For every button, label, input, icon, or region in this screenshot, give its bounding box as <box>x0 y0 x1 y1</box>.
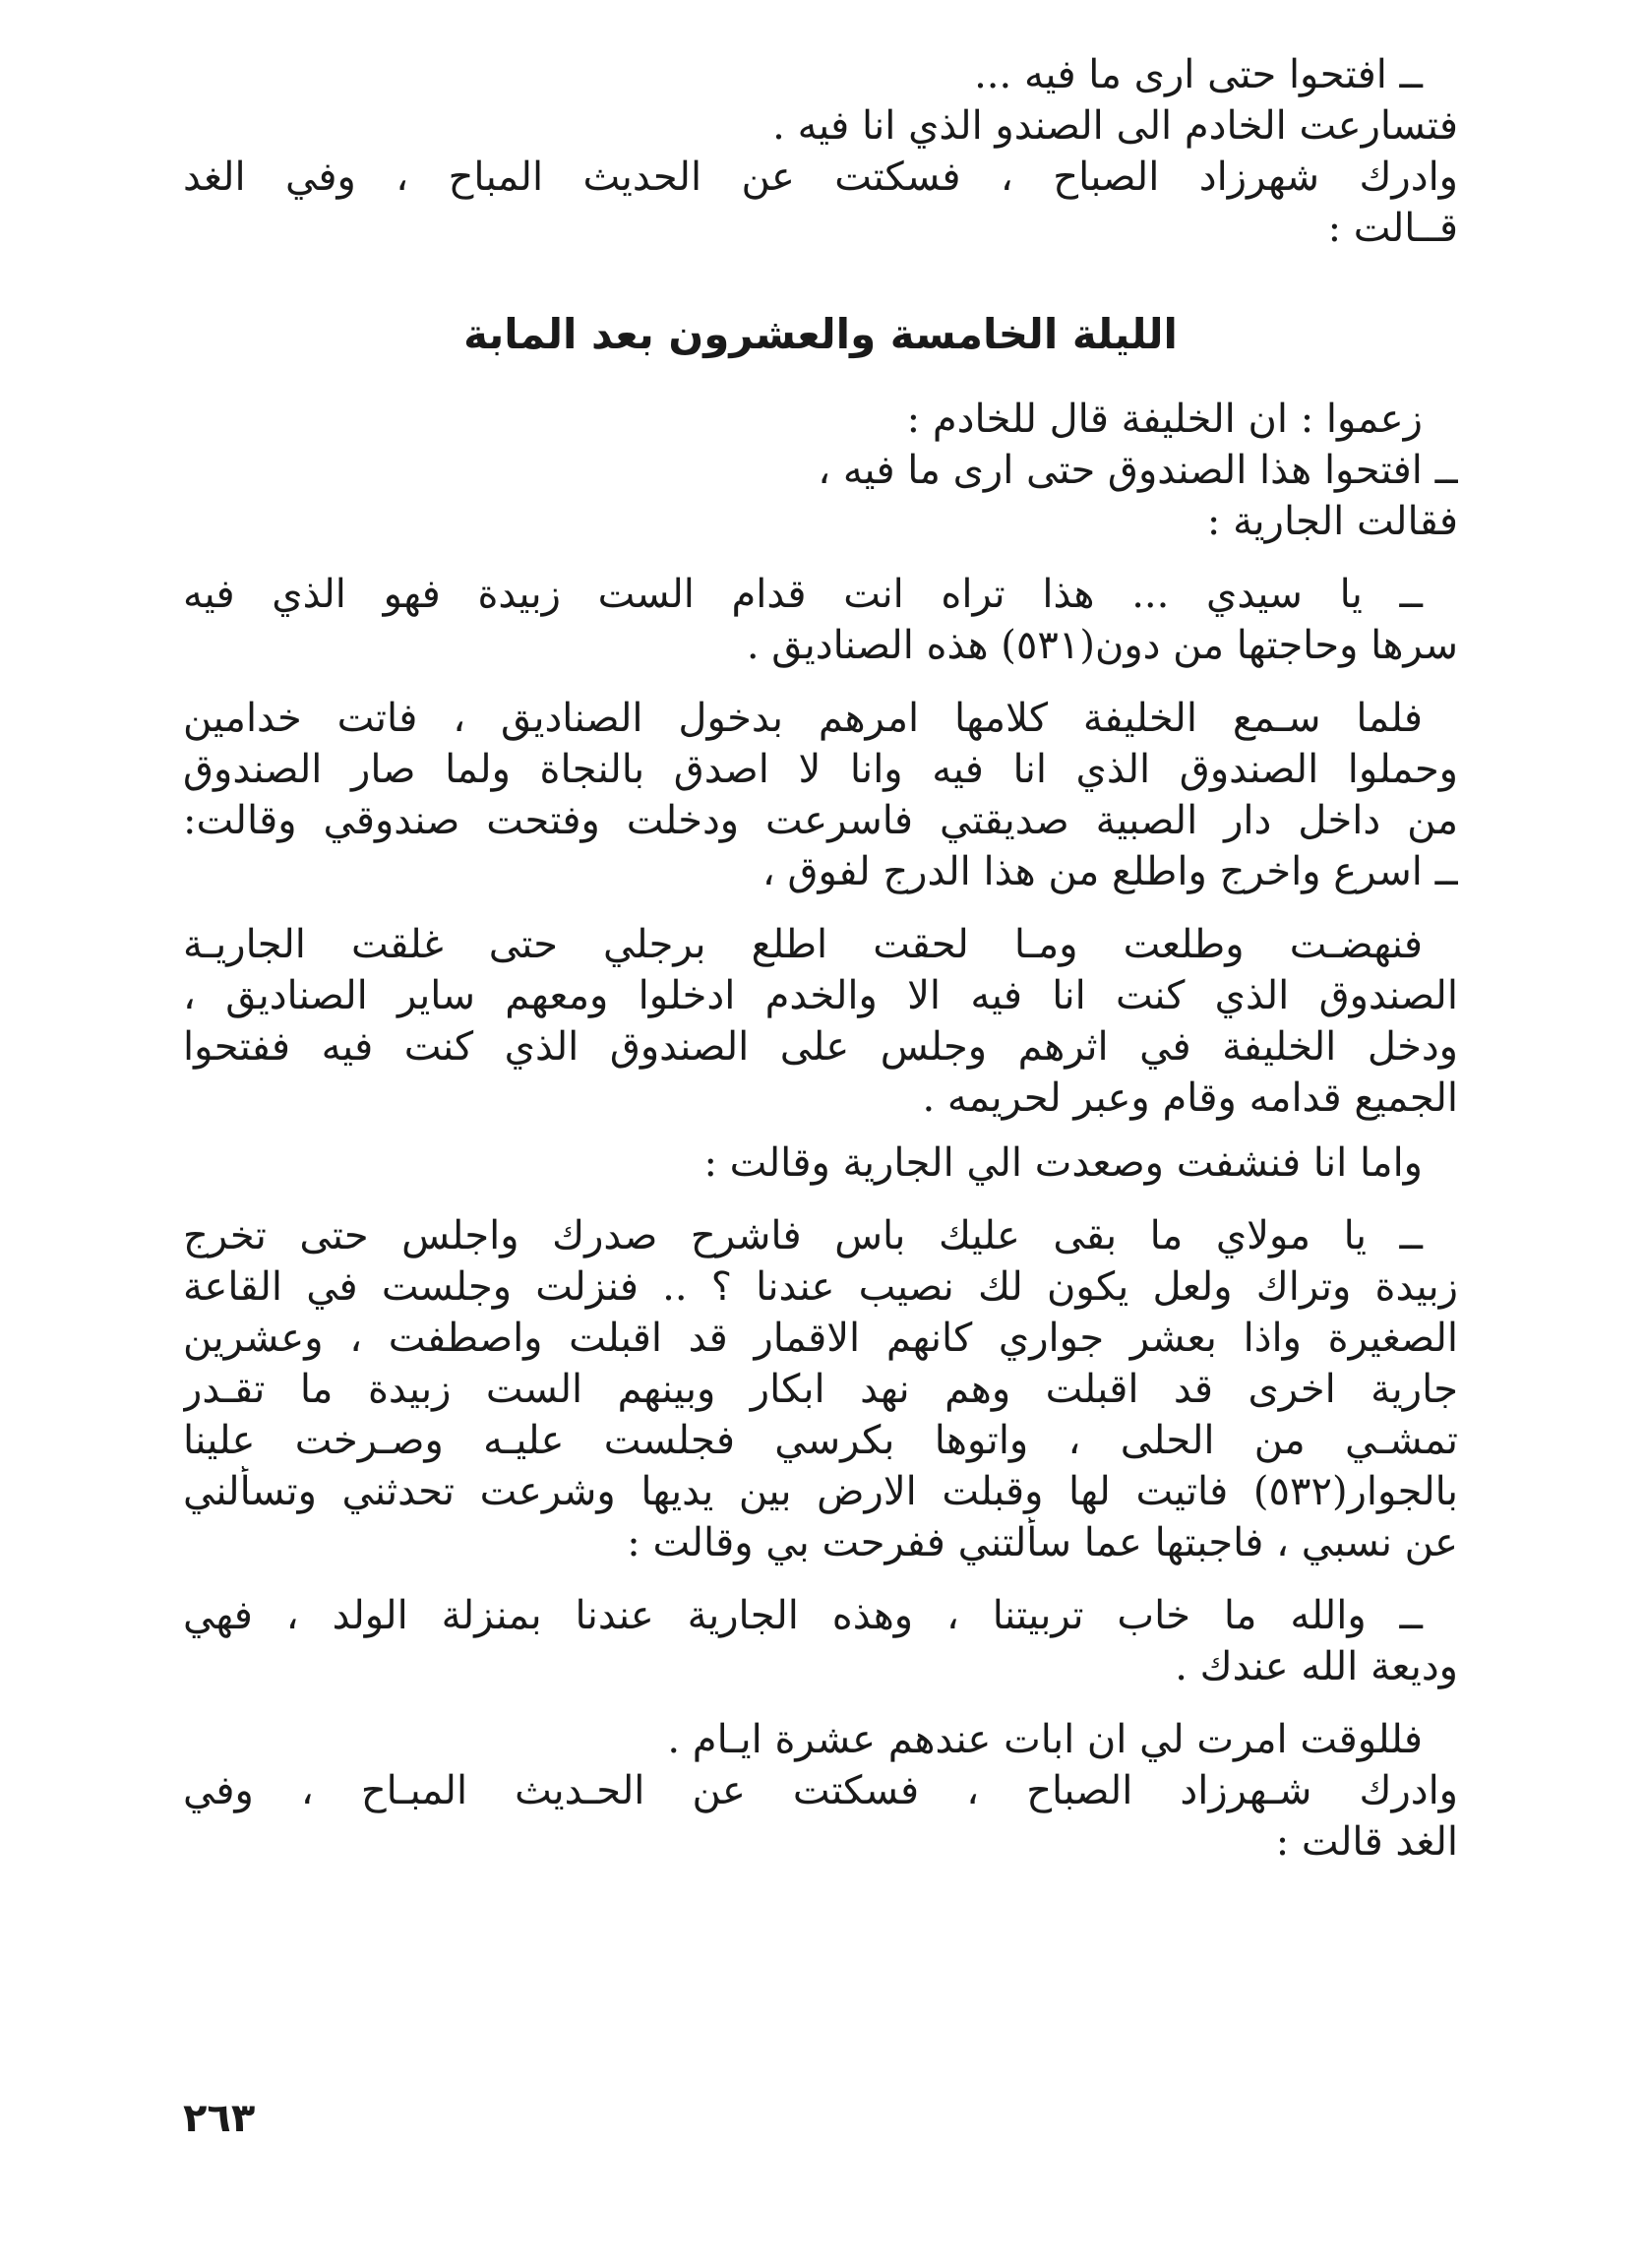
text-line: الصندوق الذي كنت انا فيه الا والخدم ادخلوا ومعهم ساير الصناديق ، <box>183 973 1458 1018</box>
text-line: من داخل دار الصبية صديقتي فاسرعت ودخلت وفتحت صندوقي وقالت: <box>183 798 1458 843</box>
paragraph <box>183 1714 1458 1868</box>
text-line: ــ افتحوا هذا الصندوق حتى ارى ما فيه ، <box>818 448 1458 493</box>
text-line: وادرك شهرزاد الصباح ، فسكتت عن الحديث المباح ، وفي الغد <box>183 154 1458 200</box>
text-line: ــ يا مولاي ما بقى عليك باس فاشرح صدرك واجلس حتى تخرج <box>183 1213 1423 1258</box>
page-number: ٢٦٣ <box>183 2096 256 2141</box>
paragraph <box>183 693 1458 897</box>
text-line: فللوقت امرت لي ان ابات عندهم عشرة ايـام . <box>667 1717 1423 1762</box>
paragraph <box>183 1590 1458 1692</box>
paragraph <box>183 1137 1458 1189</box>
text-line: ــ والله ما خاب تربيتنا ، وهذه الجارية عندنا بمنزلة الولد ، فهي <box>183 1593 1423 1638</box>
text-line: فتسارعت الخادم الى الصندو الذي انا فيه . <box>772 103 1458 149</box>
text-line: زعموا : ان الخليفة قال للخادم : <box>906 397 1423 442</box>
text-line: فقالت الجارية : <box>1206 499 1458 544</box>
text-line: سرها وحاجتها من دون(٥٣١) هذه الصناديق . <box>746 623 1458 668</box>
text-line: الغد قالت : <box>1275 1819 1458 1865</box>
top-section <box>183 49 1458 254</box>
text-line: وديعة الله عندك . <box>1175 1644 1458 1689</box>
text-line: ــ افتحوا حتى ارى ما فيه ... <box>974 52 1423 97</box>
text-line: ودخل الخليفة في اثرهم وجلس على الصندوق الذي كنت فيه ففتحوا <box>183 1024 1458 1070</box>
page-body <box>183 49 1458 1868</box>
text-line: وادرك شـهرزاد الصباح ، فسكتت عن الحـديث المبـاح ، وفي <box>183 1768 1458 1813</box>
text-line: الصغيرة واذا بعشر جواري كانهم الاقمار قد اقبلت واصطفت ، وعشرين <box>183 1316 1458 1361</box>
paragraph <box>183 569 1458 671</box>
text-line: ــ اسرع واخرج واطلع من هذا الدرج لفوق ، <box>762 849 1458 894</box>
text-line: بالجوار(٥٣٢) فاتيت لها وقبلت الارض بين يديها وشرعت تحدثني وتسألني <box>183 1469 1458 1514</box>
text-line: عن نسبي ، فاجبتها عما سألتني ففرحت بي وقالت : <box>627 1520 1458 1565</box>
text-line: فلما سـمع الخليفة كلامها امرهم بدخول الصناديق ، فاتت خدامين <box>183 696 1423 741</box>
text-line: فنهضـت وطلعت ومـا لحقت اطلع برجلي حتى غلقت الجاريـة <box>183 922 1423 967</box>
text-line: واما انا فنشفت وصعدت الي الجارية وقالت : <box>703 1140 1423 1186</box>
chapter-heading: الليلة الخامسة والعشرون بعد المابة <box>463 310 1178 358</box>
text-line: ــ يا سيدي ... هذا تراه انت قدام الست زبيدة فهو الذي فيه <box>183 572 1423 617</box>
text-line: قــالت : <box>1327 206 1458 251</box>
paragraph <box>183 394 1458 547</box>
paragraph <box>183 919 1458 1124</box>
text-line: الجميع قدامه وقام وعبر لحريمه . <box>922 1075 1458 1121</box>
text-line: جارية اخرى قد اقبلت وهم نهد ابكار وبينهم الست زبيدة ما تقـدر <box>183 1367 1458 1412</box>
text-line: زبيدة وتراك ولعل يكون لك نصيب عندنا ؟ .. فنزلت وجلست في القاعة <box>183 1264 1458 1310</box>
text-line: وحملوا الصندوق الذي انا فيه وانا لا اصدق بالنجاة ولما صار الصندوق <box>183 747 1458 792</box>
paragraph <box>183 1210 1458 1568</box>
text-line: تمشـي من الحلى ، واتوها بكرسي فجلست عليـه وصـرخت علينا <box>183 1418 1458 1463</box>
